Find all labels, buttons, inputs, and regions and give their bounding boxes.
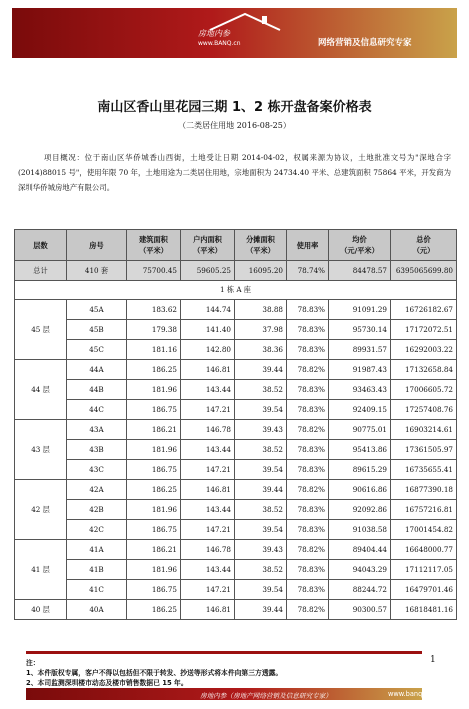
value-cell: 78.82%	[287, 480, 329, 500]
column-header: 使用率	[287, 230, 329, 261]
value-cell: 186.75	[127, 580, 181, 600]
value-cell: 179.38	[127, 320, 181, 340]
value-cell: 78.82%	[287, 360, 329, 380]
value-cell: 78.83%	[287, 320, 329, 340]
value-cell: 39.43	[235, 540, 287, 560]
value-cell: 92092.86	[329, 500, 391, 520]
column-header: 房号	[67, 230, 127, 261]
value-cell: 78.83%	[287, 520, 329, 540]
table-row	[15, 440, 457, 460]
value-cell: 143.44	[181, 560, 235, 580]
value-cell: 17257408.76	[391, 400, 457, 420]
section-label: 1 栋 A 座	[15, 281, 457, 300]
table-row	[15, 480, 457, 500]
value-cell: 147.21	[181, 520, 235, 540]
value-cell: 147.21	[181, 400, 235, 420]
column-header: 均价 （元/平米）	[329, 230, 391, 261]
column-header: 户内面积 （平米）	[181, 230, 235, 261]
value-cell: 39.44	[235, 480, 287, 500]
column-header: 总价 （元）	[391, 230, 457, 261]
value-cell: 16735655.41	[391, 460, 457, 480]
value-cell: 88244.72	[329, 580, 391, 600]
floor-cell: 42 层	[15, 480, 67, 540]
value-cell: 39.44	[235, 360, 287, 380]
page-number: 1	[430, 655, 436, 665]
value-cell: 141.40	[181, 320, 235, 340]
value-cell: 91038.58	[329, 520, 391, 540]
value-cell: 17112117.05	[391, 560, 457, 580]
table-row	[15, 520, 457, 540]
unit-cell: 42A	[67, 480, 127, 500]
value-cell: 38.36	[235, 340, 287, 360]
unit-cell: 44C	[67, 400, 127, 420]
value-cell: 38.52	[235, 380, 287, 400]
footer-divider	[26, 651, 422, 654]
value-cell: 186.25	[127, 360, 181, 380]
value-cell: 78.83%	[287, 440, 329, 460]
value-cell: 95413.86	[329, 440, 391, 460]
floor-cell: 43 层	[15, 420, 67, 480]
table-row	[15, 380, 457, 400]
value-cell: 39.43	[235, 420, 287, 440]
value-cell: 38.88	[235, 300, 287, 320]
value-cell: 146.78	[181, 540, 235, 560]
value-cell: 146.78	[181, 420, 235, 440]
floor-cell: 44 层	[15, 360, 67, 420]
floor-cell: 40 层	[15, 600, 67, 620]
value-cell: 78.83%	[287, 400, 329, 420]
value-cell: 143.44	[181, 380, 235, 400]
table-row	[15, 340, 457, 360]
table-row	[15, 460, 457, 480]
value-cell: 78.83%	[287, 340, 329, 360]
value-cell: 89615.29	[329, 460, 391, 480]
note-1: 1、本件版权专属，客户不得以包括但不限于转发、抄送等形式将本件向第三方透露。	[26, 669, 283, 677]
notes-label: 注：	[26, 659, 40, 667]
value-cell: 143.44	[181, 440, 235, 460]
value-cell: 146.81	[181, 360, 235, 380]
column-header: 建筑面积 （平米）	[127, 230, 181, 261]
value-cell: 78.82%	[287, 600, 329, 620]
value-cell: 78.82%	[287, 420, 329, 440]
table-row	[15, 560, 457, 580]
value-cell: 16903214.61	[391, 420, 457, 440]
table-row	[15, 420, 457, 440]
value-cell: 186.25	[127, 600, 181, 620]
unit-cell: 42C	[67, 520, 127, 540]
value-cell: 16479701.46	[391, 580, 457, 600]
value-cell: 181.96	[127, 440, 181, 460]
note-2: 2、本司监测深圳楼市动态及楼市销售数据已 15 年。	[26, 679, 188, 687]
unit-cell: 41A	[67, 540, 127, 560]
unit-cell: 43B	[67, 440, 127, 460]
value-cell: 186.25	[127, 480, 181, 500]
unit-cell: 40A	[67, 600, 127, 620]
value-cell: 78.82%	[287, 540, 329, 560]
table-row	[15, 400, 457, 420]
total-cell: 78.74%	[287, 261, 329, 281]
value-cell: 78.83%	[287, 580, 329, 600]
value-cell: 186.75	[127, 520, 181, 540]
table-row	[15, 320, 457, 340]
value-cell: 16726182.67	[391, 300, 457, 320]
value-cell: 39.54	[235, 520, 287, 540]
table-row	[15, 360, 457, 380]
banner-url[interactable]: www.BANQ.cn	[198, 40, 241, 47]
value-cell: 37.98	[235, 320, 287, 340]
value-cell: 78.83%	[287, 500, 329, 520]
value-cell: 183.62	[127, 300, 181, 320]
value-cell: 39.44	[235, 600, 287, 620]
total-cell: 75700.45	[127, 261, 181, 281]
table-row	[15, 540, 457, 560]
value-cell: 39.54	[235, 460, 287, 480]
value-cell: 94043.29	[329, 560, 391, 580]
value-cell: 16648000.77	[391, 540, 457, 560]
table-header-row	[15, 230, 457, 261]
value-cell: 16292003.22	[391, 340, 457, 360]
total-cell: 16095.20	[235, 261, 287, 281]
section-row	[15, 281, 457, 300]
value-cell: 91091.29	[329, 300, 391, 320]
footer-url[interactable]: www.banq.cn	[388, 690, 433, 698]
value-cell: 17172072.51	[391, 320, 457, 340]
floor-cell: 41 层	[15, 540, 67, 600]
value-cell: 147.21	[181, 580, 235, 600]
unit-cell: 44B	[67, 380, 127, 400]
price-table	[14, 229, 457, 620]
value-cell: 78.83%	[287, 460, 329, 480]
unit-cell: 41B	[67, 560, 127, 580]
value-cell: 78.83%	[287, 300, 329, 320]
total-cell: 84478.57	[329, 261, 391, 281]
value-cell: 142.80	[181, 340, 235, 360]
banner-org: 网络营销及信息研究专家	[318, 38, 412, 48]
table-row	[15, 600, 457, 620]
value-cell: 89404.44	[329, 540, 391, 560]
value-cell: 78.83%	[287, 560, 329, 580]
value-cell: 186.21	[127, 540, 181, 560]
page-subtitle: （二类居住用地 2016-08-25）	[178, 121, 291, 130]
total-row	[15, 261, 457, 281]
unit-cell: 43C	[67, 460, 127, 480]
value-cell: 186.75	[127, 400, 181, 420]
table-row	[15, 580, 457, 600]
value-cell: 186.21	[127, 420, 181, 440]
value-cell: 90616.86	[329, 480, 391, 500]
value-cell: 181.16	[127, 340, 181, 360]
value-cell: 89931.57	[329, 340, 391, 360]
unit-cell: 45A	[67, 300, 127, 320]
banner-brand: 房地内参	[198, 29, 230, 38]
value-cell: 92409.15	[329, 400, 391, 420]
value-cell: 78.83%	[287, 380, 329, 400]
value-cell: 17001454.82	[391, 520, 457, 540]
value-cell: 16877390.18	[391, 480, 457, 500]
value-cell: 17361505.97	[391, 440, 457, 460]
project-overview: 项目概况：位于南山区华侨城香山西街，土地受让日期 2014-04-02，权属来源为协议，土地批准文号为"深地合字(2014)88015 号"，使用年限 70 年，土地用途为二类居住用地，宗地面积为 24734.40 平米、总建筑面积 75864 平米，开发商为深圳华侨城房地产有限公司。	[18, 153, 451, 192]
value-cell: 146.81	[181, 600, 235, 620]
value-cell: 181.96	[127, 560, 181, 580]
value-cell: 17006605.72	[391, 380, 457, 400]
value-cell: 181.96	[127, 380, 181, 400]
total-cell: 总计	[15, 261, 67, 281]
value-cell: 39.54	[235, 400, 287, 420]
value-cell: 90775.01	[329, 420, 391, 440]
unit-cell: 45C	[67, 340, 127, 360]
value-cell: 95730.14	[329, 320, 391, 340]
unit-cell: 45B	[67, 320, 127, 340]
total-cell: 6395065699.80	[391, 261, 457, 281]
total-cell: 59605.25	[181, 261, 235, 281]
floor-cell: 45 层	[15, 300, 67, 360]
value-cell: 16818481.16	[391, 600, 457, 620]
value-cell: 91987.43	[329, 360, 391, 380]
unit-cell: 42B	[67, 500, 127, 520]
page-title: 南山区香山里花园三期 1、2 栋开盘备案价格表	[97, 100, 372, 115]
value-cell: 16757216.81	[391, 500, 457, 520]
value-cell: 181.96	[127, 500, 181, 520]
value-cell: 38.52	[235, 560, 287, 580]
footer-brand: 房地内参（房地产网络营销及信息研究专家）	[200, 692, 332, 700]
unit-cell: 41C	[67, 580, 127, 600]
value-cell: 93463.43	[329, 380, 391, 400]
house-logo-icon	[170, 12, 320, 46]
value-cell: 147.21	[181, 460, 235, 480]
total-cell: 410 套	[67, 261, 127, 281]
value-cell: 186.75	[127, 460, 181, 480]
value-cell: 38.52	[235, 440, 287, 460]
unit-cell: 44A	[67, 360, 127, 380]
value-cell: 143.44	[181, 500, 235, 520]
value-cell: 146.81	[181, 480, 235, 500]
value-cell: 90300.57	[329, 600, 391, 620]
value-cell: 38.52	[235, 500, 287, 520]
value-cell: 144.74	[181, 300, 235, 320]
table-row	[15, 500, 457, 520]
unit-cell: 43A	[67, 420, 127, 440]
value-cell: 17132658.84	[391, 360, 457, 380]
footer-notes	[26, 658, 422, 688]
table-row	[15, 300, 457, 320]
column-header: 分摊面积 （平米）	[235, 230, 287, 261]
value-cell: 39.54	[235, 580, 287, 600]
column-header: 层数	[15, 230, 67, 261]
